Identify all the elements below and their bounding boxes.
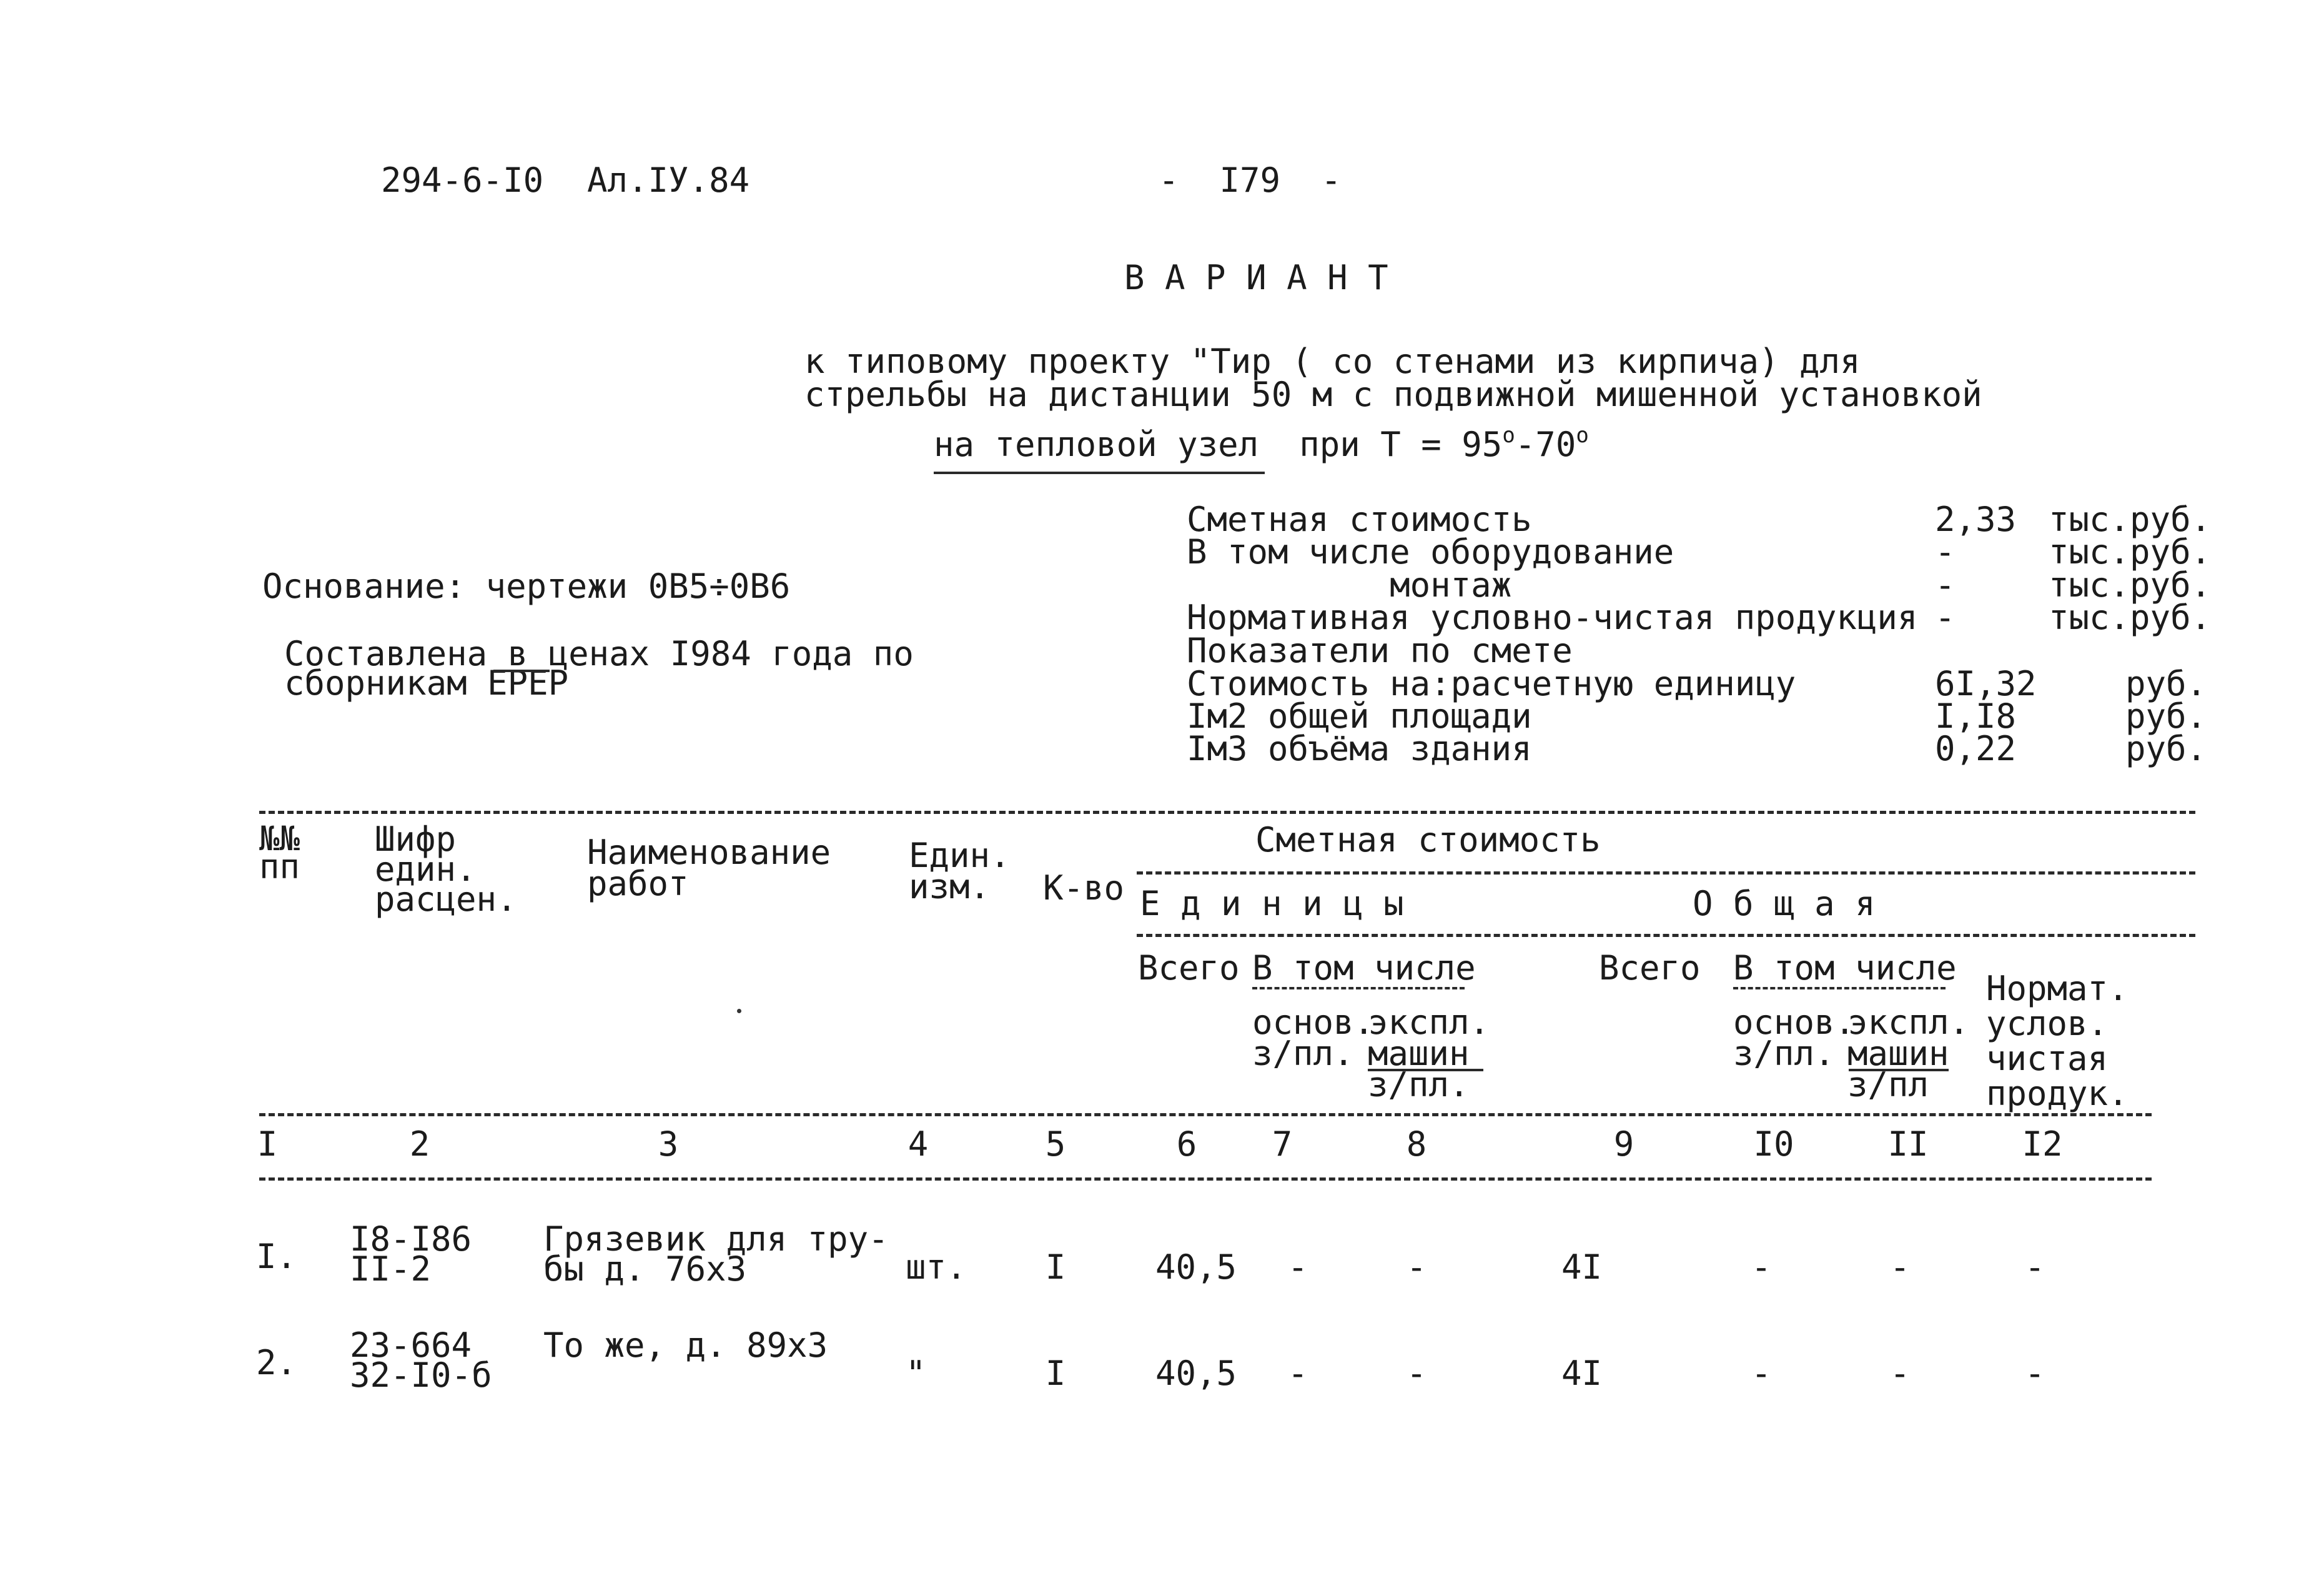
- row-name: То же, д. 89х3: [543, 1326, 828, 1365]
- summary-value: I,I8: [1935, 696, 2017, 736]
- summary-label: Стоимость на:расчетную единицу: [1187, 664, 1796, 703]
- cost-sub-rule: [1137, 871, 2195, 875]
- row-norm: -: [2024, 1247, 2045, 1287]
- header-unit: Един. изм.: [909, 836, 1011, 906]
- column-number: 3: [658, 1124, 679, 1164]
- header-mach-2: экспл. машин з/пл: [1847, 1003, 1970, 1104]
- compiled-line-2: сборникам ЕРЕР: [284, 663, 569, 703]
- row-total-mach: -: [1889, 1247, 1911, 1287]
- summary-value: 6I,32: [1935, 664, 2037, 703]
- header-norm: Нормат. услов. чистая продук.: [1986, 969, 2129, 1113]
- compiled-line-1: Составлена в ценах I984 года по: [284, 634, 914, 673]
- row-number: 2.: [256, 1343, 297, 1382]
- header-code: Шифр един. расцен.: [375, 820, 517, 919]
- row-total-mach: -: [1889, 1354, 1911, 1393]
- column-number: 2: [409, 1124, 430, 1164]
- header-mach-1: экспл. машин з/пл.: [1368, 1003, 1490, 1104]
- title-line-1: к типовому проекту "Тир ( со стенами из кирпича) для: [804, 342, 1861, 381]
- summary-label: Нормативная условно-чистая продукция: [1187, 598, 1918, 637]
- row-unit: шт.: [906, 1247, 967, 1287]
- header-num: №№ пп: [259, 819, 300, 886]
- summary-unit: тыс.руб.: [2049, 532, 2212, 572]
- table-top-rule: [259, 811, 2195, 814]
- summary-label: Показатели по смете: [1187, 631, 1573, 670]
- column-number: 9: [1613, 1124, 1634, 1164]
- incl-1-underline: [1252, 987, 1465, 989]
- row-unit-mach: -: [1406, 1354, 1427, 1393]
- summary-value: -: [1935, 532, 1956, 572]
- column-number: I: [257, 1124, 278, 1164]
- summary-value: -: [1935, 598, 1956, 637]
- column-number: 5: [1045, 1124, 1066, 1164]
- header-base-2: основ. з/пл.: [1733, 1003, 1856, 1073]
- basis-line: Основание: чертежи 0В5÷0В6: [262, 567, 791, 606]
- summary-unit: тыс.руб.: [2049, 565, 2212, 605]
- unit-total-rule: [1137, 934, 2195, 937]
- row-total: 4I: [1561, 1247, 1603, 1287]
- header-total-cost: О б щ а я: [1693, 884, 1876, 923]
- header-incl-1: В том числе: [1252, 948, 1476, 988]
- document-code: 294-6-I0: [381, 161, 544, 200]
- header-cost: Сметная стоимость: [1255, 820, 1601, 860]
- column-number: 7: [1272, 1124, 1293, 1164]
- mach-1-underline: [1368, 1069, 1483, 1071]
- row-unit: ": [906, 1354, 926, 1393]
- title-underline: [934, 472, 1265, 474]
- summary-label: монтаж: [1187, 565, 1512, 605]
- row-unit-base: -: [1287, 1354, 1308, 1393]
- row-name: Грязевик для тру- бы д. 76х3: [543, 1219, 889, 1289]
- title-line-3: на тепловой узел при $Т = 95^о-70^о$: [934, 423, 1589, 464]
- page-number: - I79 -: [1159, 161, 1342, 200]
- header-unit-cost: Е д и н и ц ы: [1140, 884, 1404, 923]
- row-code: 23-664 32-I0-б: [350, 1326, 492, 1395]
- stray-dot: [737, 1009, 741, 1013]
- summary-label: В том числе оборудование: [1187, 532, 1674, 572]
- column-number: II: [1887, 1124, 1929, 1164]
- row-total-base: -: [1751, 1247, 1772, 1287]
- summary-unit: руб.: [2125, 664, 2207, 703]
- header-total-1: Всего: [1138, 948, 1240, 988]
- row-qty: I: [1045, 1354, 1066, 1393]
- column-number: I0: [1753, 1124, 1794, 1164]
- column-number: 6: [1176, 1124, 1197, 1164]
- row-norm: -: [2024, 1354, 2045, 1393]
- summary-unit: руб.: [2125, 729, 2207, 768]
- row-total: 4I: [1561, 1354, 1603, 1393]
- summary-label: Iм2 общей площади: [1187, 696, 1532, 736]
- row-unit-total: 40,5: [1155, 1354, 1237, 1393]
- summary-label: Сметная стоимость: [1187, 500, 1532, 539]
- title-line-2: стрельбы на дистанции 50 м с подвижной мишенной установкой: [804, 375, 1982, 414]
- incl-2-underline: [1733, 987, 1946, 989]
- row-unit-mach: -: [1406, 1247, 1427, 1287]
- row-code: I8-I86 II-2: [350, 1219, 472, 1289]
- row-total-base: -: [1751, 1354, 1772, 1393]
- row-number: I.: [256, 1237, 297, 1276]
- header-incl-2: В том числе: [1733, 948, 1957, 988]
- summary-value: 0,22: [1935, 729, 2017, 768]
- header-base-1: основ. з/пл.: [1252, 1003, 1375, 1073]
- header-name: Наименование работ: [587, 833, 831, 903]
- summary-label: Iм3 объёма здания: [1187, 729, 1532, 768]
- row-qty: I: [1045, 1247, 1066, 1287]
- summary-value: 2,33: [1935, 500, 2017, 539]
- summary-value: -: [1935, 565, 1956, 605]
- row-unit-total: 40,5: [1155, 1247, 1237, 1287]
- column-number: 4: [907, 1124, 929, 1164]
- header-qty: К-во: [1043, 868, 1125, 908]
- row-unit-base: -: [1287, 1247, 1308, 1287]
- header-bottom-rule: [259, 1113, 2152, 1116]
- column-number: I2: [2022, 1124, 2063, 1164]
- header-total-2: Всего: [1599, 948, 1701, 988]
- column-number: 8: [1406, 1124, 1427, 1164]
- numbers-bottom-rule: [259, 1177, 2152, 1181]
- summary-unit: тыс.руб.: [2049, 500, 2212, 539]
- summary-unit: руб.: [2125, 696, 2207, 736]
- mach-2-underline: [1849, 1069, 1949, 1071]
- compiled-underline: [493, 670, 550, 672]
- summary-unit: тыс.руб.: [2049, 598, 2212, 637]
- variant-heading: В А Р И А Н Т: [1124, 258, 1388, 297]
- album-number: Ал.IУ.84: [587, 161, 750, 200]
